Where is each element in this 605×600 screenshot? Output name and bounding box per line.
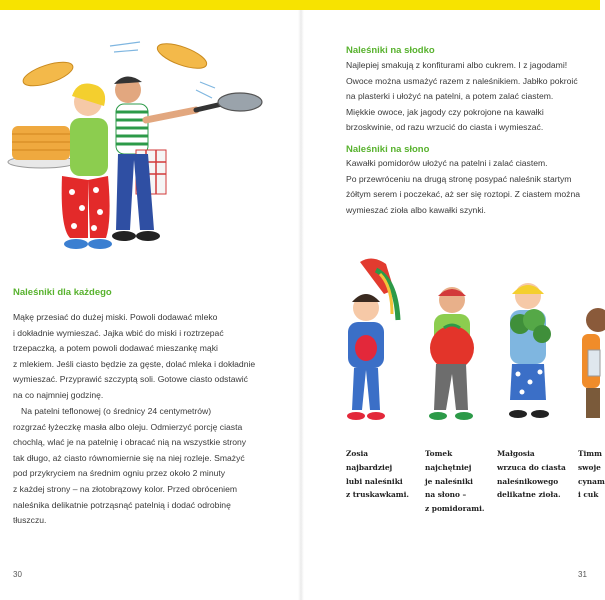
caption-line: z pomidorami. xyxy=(425,504,485,514)
text-line: wymieszać zioła albo kawałki szynki. xyxy=(346,204,486,215)
text-line: Mąkę przesiać do dużej miski. Powoli dodawać mleko xyxy=(13,312,218,322)
text-line: Na patelni teflonowej (o średnicy 24 centymetrów) xyxy=(21,406,212,416)
text-line: pod przykryciem na średnim ogniu przez około 2 minuty xyxy=(13,468,226,479)
text-line: Miękkie owoce, jak jagody czy pokrojone na kawałki xyxy=(346,106,544,117)
page-number-left: 30 xyxy=(13,570,22,579)
text-line: naleśnika delikatnie potrząsnąć patelnią i dodać odrobinę xyxy=(13,499,231,510)
frying-pan xyxy=(218,93,262,111)
caption-malgosia xyxy=(497,447,566,502)
caption-line: i cuk xyxy=(578,490,599,500)
text-line: tak długo, aż ciasto równomiernie się na niej rozleje. Smażyć xyxy=(13,452,245,463)
caption-line: swoje xyxy=(578,462,601,472)
pancake-kids-illustration xyxy=(0,30,290,260)
text-line: tłuszczu. xyxy=(13,515,47,526)
caption-line: z truskawkami. xyxy=(346,490,409,500)
text-line: z każdej strony – na złotobrązowy kolor. Przed obróceniem xyxy=(13,483,238,494)
timm-figure xyxy=(582,308,605,418)
tomek-figure xyxy=(429,287,474,420)
flying-pancake-right xyxy=(154,39,209,74)
text-line: trzepaczką, a potem powoli dodawać mieszankę mąki xyxy=(13,343,218,354)
caption-line: Timm xyxy=(578,449,602,458)
flying-pancake-left xyxy=(20,57,75,90)
section-title-sweet: Naleśniki na słodko xyxy=(346,45,435,56)
top-yellow-bar xyxy=(0,0,600,10)
caption-line: cynam xyxy=(578,476,605,486)
zosia-figure xyxy=(347,258,398,420)
caption-line: Małgosia xyxy=(497,449,535,458)
text-line: z mlekiem. Jeśli ciasto będzie za gęste, dolać mleka i dokładnie xyxy=(13,358,256,369)
text-line: Po przewróceniu na drugą stronę posypać naleśnik startym xyxy=(346,173,572,184)
kids-with-ingredients-illustration xyxy=(336,250,600,430)
recipe-paragraph-1 xyxy=(13,310,283,404)
book-gutter xyxy=(298,10,304,600)
section-title-pancakes-for-everyone: Naleśniki dla każdego xyxy=(13,287,112,298)
text-line: rozgrzać łyżeczkę masła albo oleju. Odmierzyć porcję ciasta xyxy=(13,421,243,432)
text-line: brzoskwinie, od razu wrzucić do ciasta i wymieszać. xyxy=(346,122,544,133)
text-line: na plasterki i ułożyć na patelni, a potem zalać ciastem. xyxy=(346,91,554,102)
text-line: wymieszać. Przyprawić szczyptą soli. Gotowe ciasto odstawić xyxy=(13,374,248,385)
malgosia-figure xyxy=(509,283,551,418)
text-line: Owoce można usmażyć razem z naleśnikiem. Jabłko pokroić xyxy=(346,75,578,86)
text-line: Najlepiej smakują z konfiturami albo cukrem. I z jagodami! xyxy=(346,60,568,70)
caption-tomek xyxy=(425,447,484,516)
text-line: na co najmniej godzinę. xyxy=(13,389,104,400)
caption-line: je naleśniki xyxy=(425,476,473,486)
recipe-paragraph-2 xyxy=(13,404,283,529)
caption-line: delikatne zioła. xyxy=(497,490,561,500)
text-line: i dokładnie wymieszać. Jajka wbić do miski i roztrzepać xyxy=(13,327,224,338)
caption-line: na słono – xyxy=(425,490,467,500)
caption-line: naleśnikowego xyxy=(497,476,559,486)
section-title-savory: Naleśniki na słono xyxy=(346,144,430,155)
caption-line: lubi naleśniki xyxy=(346,476,403,486)
caption-zosia xyxy=(346,447,409,502)
caption-line: wrzuca do ciasta xyxy=(497,462,566,472)
caption-line: najchętniej xyxy=(425,462,472,472)
caption-line: Tomek xyxy=(425,449,453,458)
caption-line: Zosia xyxy=(346,449,369,458)
text-line: żółtym serem i poczekać, aż ser się roztopi. Z ciastem można xyxy=(346,189,581,200)
savory-paragraph xyxy=(346,156,600,218)
caption-timm xyxy=(578,447,605,502)
text-line: Kawałki pomidorów ułożyć na patelni i zalać ciastem. xyxy=(346,158,548,168)
caption-line: najbardziej xyxy=(346,462,393,472)
text-line: chochlą, wlać je na patelnię i obracać nią na wszystkie strony xyxy=(13,437,247,448)
page-number-right: 31 xyxy=(578,570,587,579)
sweet-paragraph xyxy=(346,58,600,136)
